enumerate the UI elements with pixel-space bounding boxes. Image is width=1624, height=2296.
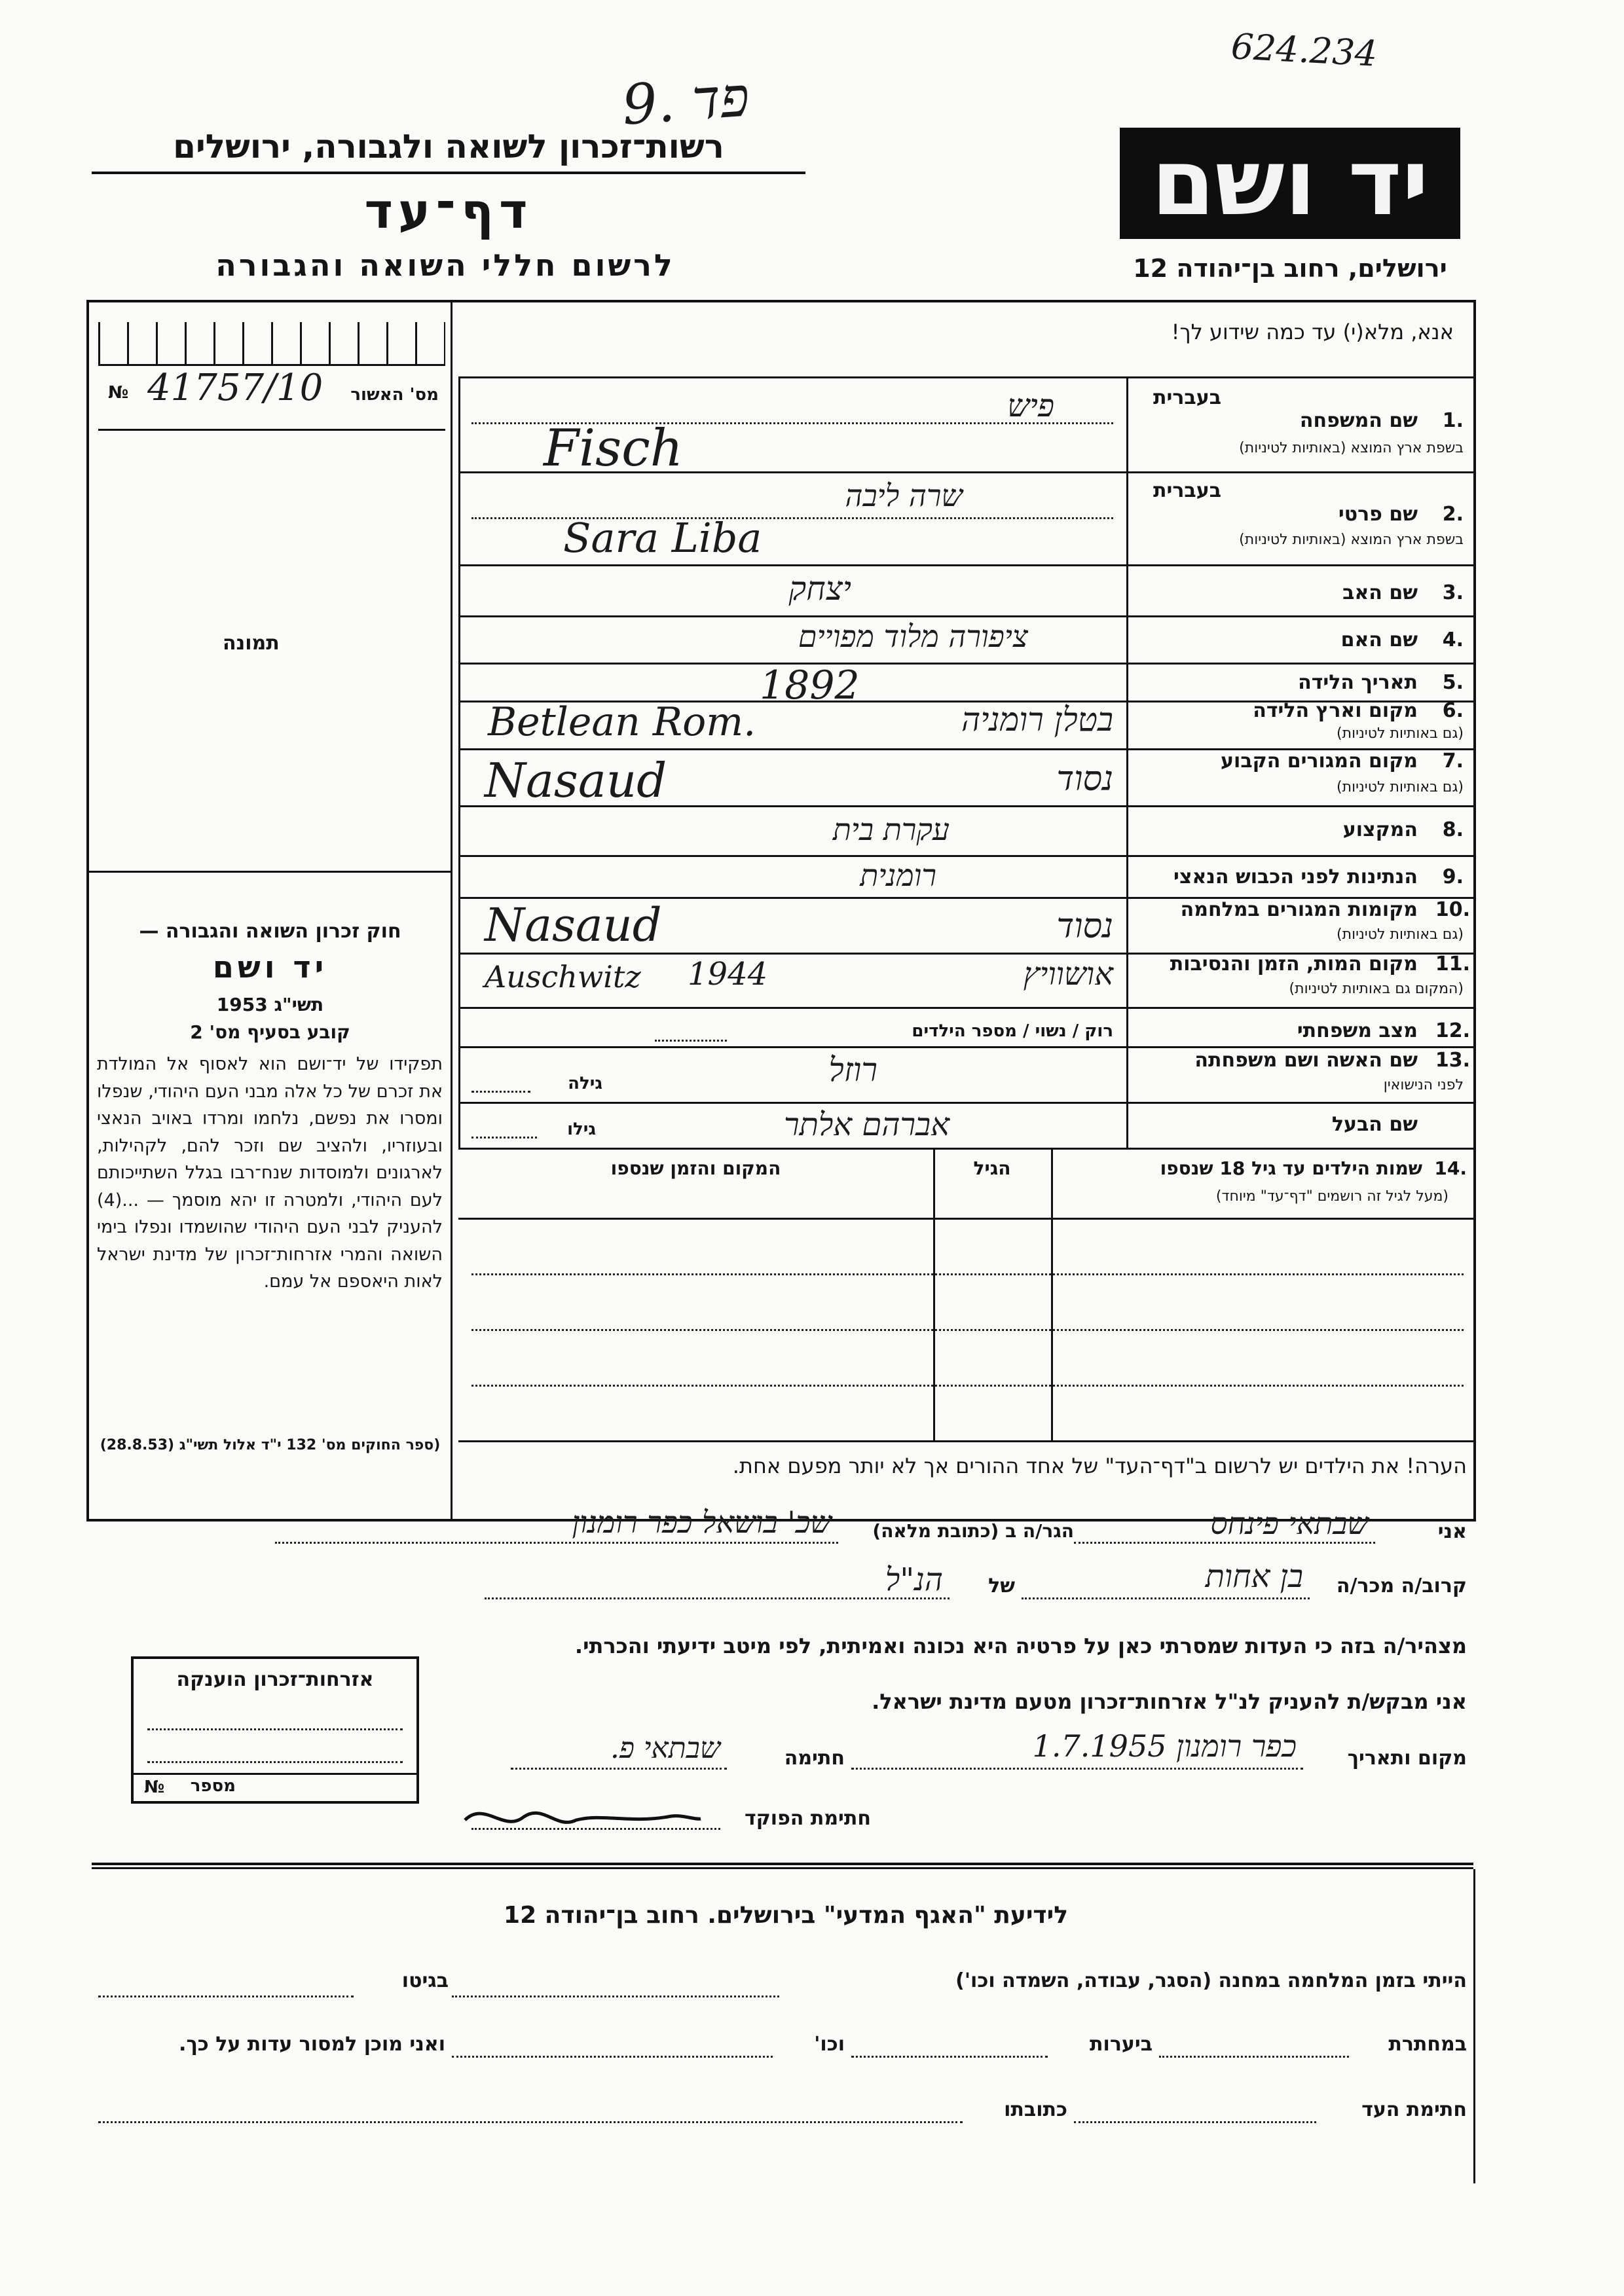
field-6-label: מקום וארץ הלידה: [1253, 699, 1418, 722]
field-4-number: 4.: [1442, 629, 1464, 651]
field-6-value-hebrew[interactable]: בטלן רומניה: [961, 701, 1113, 738]
declarant-of-label: של: [988, 1575, 1015, 1597]
field-10-label: מקומות המגורים במלחמה: [1180, 898, 1418, 921]
citizenship-box-title: אזרחות־זכרון הוענקה: [176, 1668, 374, 1691]
bottom-title: לידיעת "האגף המדעי" בירושלים. רחוב בן־יהודה 12: [504, 1902, 1068, 1929]
citizenship-box-number-label: מספר: [190, 1776, 236, 1796]
field-4-label: שם האם: [1340, 629, 1418, 651]
field-8-label: המקצוע: [1342, 818, 1418, 841]
field-11-value-hebrew[interactable]: אושוויץ: [1023, 956, 1113, 993]
field-8-number: 8.: [1442, 818, 1464, 841]
children-row-line[interactable]: [471, 1329, 1464, 1331]
registration-no-symbol: №: [108, 383, 129, 403]
field-7-value-hebrew[interactable]: נסוד: [1056, 759, 1113, 799]
field-6-value-latin[interactable]: Betlean Rom.: [488, 699, 756, 745]
form-title: דף־עד: [364, 183, 533, 240]
field-2-value-hebrew[interactable]: שרה ליבה: [845, 478, 963, 513]
field-5-number: 5.: [1442, 671, 1464, 694]
field-11-sublabel: (המקום גם באותיות לטיניות): [1289, 981, 1464, 997]
field-10-value-hebrew[interactable]: נסוד: [1056, 907, 1113, 946]
children-col-place: המקום והזמן שנספו: [610, 1157, 781, 1179]
declarant-address[interactable]: שכ' בושאל כפר רומנון: [572, 1504, 832, 1540]
declarant-name[interactable]: שבתאי פינחס: [1210, 1506, 1369, 1541]
law-title: חוק זכרון השואה והגבורה —: [139, 920, 401, 943]
field-1-value-latin[interactable]: Fisch: [544, 419, 684, 478]
registration-number: 41757/10: [147, 367, 323, 409]
field-2-value-latin[interactable]: Sara Liba: [563, 514, 762, 562]
bottom-line2-field-b[interactable]: [851, 2056, 1048, 2058]
children-row-line[interactable]: [471, 1385, 1464, 1387]
instruction-text: אנא, מלא(י) עד כמה שידוע לך!: [1171, 319, 1454, 344]
citizenship-box-no: №: [144, 1777, 165, 1797]
field-12-number: 12.: [1435, 1019, 1470, 1042]
bottom-line1-label: הייתי בזמן המלחמה במחנה (הסגר, עבודה, השמדה וכו'): [955, 1969, 1467, 1992]
authority-name: רשות־זכרון לשואה ולגבורה, ירושלים: [173, 128, 724, 166]
bottom-line1-field[interactable]: [452, 1995, 779, 1997]
officer-signature-label: חתימת הפוקד: [745, 1807, 871, 1830]
declarant-ani-label: אני: [1437, 1520, 1467, 1543]
field-7-sublabel: (גם באותיות לטיניות): [1337, 779, 1464, 795]
bottom-line2-mid: ביערות: [1090, 2033, 1153, 2056]
bottom-line2-field-a[interactable]: [1159, 2056, 1349, 2058]
signature-value[interactable]: שבתאי פ.: [610, 1732, 720, 1765]
field-11-label: מקום המות, הזמן והנסיבות: [1170, 953, 1418, 975]
field-4-value[interactable]: ציפורה מלוד מפויים: [798, 619, 1028, 654]
children-sublabel: (מעל לגיל זה רושמים "דף־עד" מיוחד): [1215, 1188, 1449, 1205]
field-2-sublabel: בשפת ארץ המוצא (באותיות לטיניות): [1239, 532, 1464, 548]
handwritten-reference-left: 9. פד: [619, 64, 752, 137]
field-11-value-year[interactable]: 1944: [688, 956, 768, 993]
field-husband-value[interactable]: אברהם אלתר: [784, 1106, 950, 1143]
field-12-options[interactable]: רוק / נשוי / מספר הילדים: [912, 1021, 1113, 1041]
field-9-value[interactable]: רומנית: [860, 858, 936, 893]
law-clause: קובע בסעיף מס' 2: [190, 1021, 350, 1043]
bottom-line2-etc: וכו': [814, 2033, 845, 2056]
place-date-value[interactable]: כפר רומנון 1.7.1955: [1032, 1728, 1297, 1764]
field-12-label: מצב משפחתי: [1297, 1019, 1418, 1042]
law-name: יד ושם: [212, 949, 328, 985]
bottom-line2-field-c[interactable]: [452, 2056, 773, 2058]
declarant-of-value[interactable]: הנ"ל: [885, 1561, 943, 1598]
bottom-line1-ghetto-field[interactable]: [98, 1995, 354, 1997]
field-5-value[interactable]: 1892: [760, 663, 860, 708]
field-13-age-label: גילה: [568, 1074, 602, 1093]
children-number: 14.: [1434, 1157, 1467, 1179]
children-col-age: הגיל: [973, 1157, 1011, 1179]
field-13-value[interactable]: רוזל: [828, 1051, 877, 1089]
field-10-number: 10.: [1435, 898, 1470, 921]
field-2-hebrew-tag: בעברית: [1153, 479, 1221, 502]
photo-label: תמונה: [223, 632, 280, 655]
place-date-label: מקום ותאריך: [1347, 1747, 1467, 1770]
field-11-value-latin[interactable]: Auschwitz: [485, 959, 641, 994]
field-5-label: תאריך הלידה: [1298, 671, 1418, 694]
field-1-number: 1.: [1442, 409, 1464, 432]
field-2-number: 2.: [1442, 503, 1464, 526]
bottom-line3-mid: כתובתו: [1004, 2098, 1067, 2121]
field-7-number: 7.: [1442, 750, 1464, 773]
field-3-value[interactable]: יצחק: [788, 570, 851, 608]
children-label: שמות הילדים עד גיל 18 שנספו: [1160, 1157, 1422, 1179]
field-13-sublabel: לפני הנישואין: [1383, 1077, 1464, 1093]
field-husband-label: שם הבעל: [1331, 1113, 1418, 1136]
request-text: אני מבקש/ת להעניק לנ"ל אזרחות־זכרון מטעם מדינת ישראל.: [872, 1689, 1467, 1714]
declarant-relative[interactable]: בן אחות: [1205, 1558, 1303, 1595]
field-8-value[interactable]: עקרת בית: [832, 812, 950, 847]
bottom-line1-end: בגיטו: [401, 1969, 449, 1992]
bottom-line2-end: ואני מוכן למסור עדות על כך.: [179, 2033, 445, 2056]
officer-signature[interactable]: [458, 1794, 707, 1840]
field-husband-age-label: גילו: [567, 1120, 596, 1139]
field-3-number: 3.: [1442, 581, 1464, 604]
field-6-sublabel: (גם באותיות לטיניות): [1337, 725, 1464, 742]
field-1-value-hebrew[interactable]: פיש: [1007, 388, 1054, 424]
bottom-line2-start: במחתרת: [1388, 2033, 1467, 2056]
declarant-relative-label: קרוב/ה מכר/ה: [1336, 1575, 1467, 1597]
note-text: הערה! את הילדים יש לרשום ב"דף־העד" של אחד ההורים אך לא יותר מפעם אחת.: [732, 1453, 1467, 1478]
signature-label: חתימה: [784, 1747, 845, 1770]
field-10-sublabel: (גם באותיות לטיניות): [1337, 926, 1464, 943]
field-9-label: הנתינות לפני הכבוש הנאצי: [1173, 866, 1418, 888]
field-6-number: 6.: [1442, 699, 1464, 722]
field-11-number: 11.: [1435, 953, 1470, 975]
bottom-line3-field-a[interactable]: [1074, 2121, 1316, 2123]
field-9-number: 9.: [1442, 866, 1464, 888]
address-header: ירושלים, רחוב בן־יהודה 12: [1133, 254, 1447, 283]
law-source: (ספר החוקים מס' 132 י"ד אלול תשי"ג (28.8.53): [100, 1437, 441, 1453]
declaration-text: מצהיר/ה בזה כי העדות שמסרתי כאן על פרטיה היא נכונה ואמיתית, לפי מיטב ידיעתי והכרתי.: [574, 1633, 1467, 1658]
form-subtitle: לרשום חללי השואה והגבורה: [215, 247, 675, 283]
field-10-value-latin[interactable]: Nasaud: [485, 898, 662, 952]
registration-label: מס' האשור: [350, 385, 439, 405]
field-2-label: שם פרטי: [1338, 503, 1418, 526]
field-3-label: שם האב: [1342, 581, 1418, 604]
registration-boxes: [98, 322, 445, 366]
field-7-value-latin[interactable]: Nasaud: [485, 753, 667, 808]
field-13-number: 13.: [1435, 1049, 1470, 1072]
field-1-sublabel: בשפת ארץ המוצא (באותיות לטיניות): [1239, 440, 1464, 456]
field-13-label: שם האשה ושם משפחתה: [1194, 1049, 1418, 1072]
field-1-hebrew-tag: בעברית: [1153, 386, 1221, 409]
yad-vashem-logo: יד ושם: [1120, 128, 1460, 239]
children-row-line[interactable]: [471, 1273, 1464, 1275]
bottom-line3-field-b[interactable]: [98, 2121, 963, 2123]
handwritten-reference-right: 624.234: [1230, 26, 1378, 75]
bottom-line3-start: חתימת העד: [1361, 2098, 1467, 2121]
field-7-label: מקום המגורים הקבוע: [1221, 750, 1418, 773]
law-body: תפקידו של יד־ושם הוא לאסוף אל המולדת את זכרם של כל אלה מבני העם היהודי, שנפלו ומסרו את נפשם, נלחמו ומרדו באויב הנאצי ובעוזריו, ולהציב שם וזכר להם, לקהילות, לארגונים ולמוסדות שנח־רבו בגלל השתייכותם לעם היהודי, ולמטרה זו יהא מוסמך — ...(4) להעניק לבני העם היהודי שהושמדו ונפלו בימי השואה והמרי אזרחות־זכרון של מדינת ישראל לאות היאספם אל עמם.: [97, 1054, 443, 1292]
declarant-address-label: הגר/ה ב (כתובת מלאה): [872, 1520, 1074, 1542]
field-1-label: שם המשפחה: [1299, 409, 1418, 432]
law-year: תשי"ג 1953: [216, 994, 324, 1015]
